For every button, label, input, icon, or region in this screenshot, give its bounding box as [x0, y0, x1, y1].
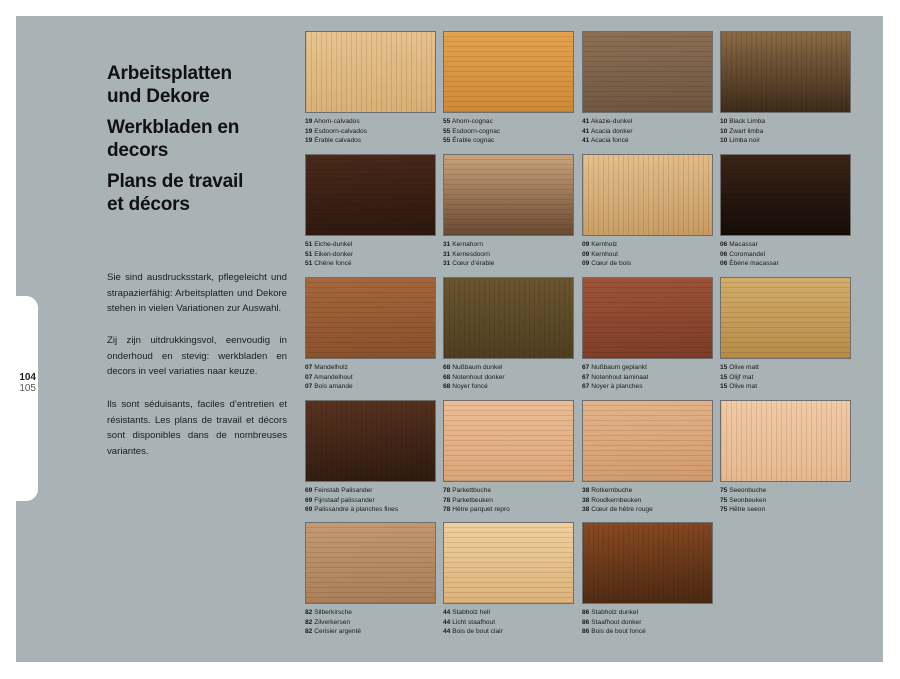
decor-tile[interactable] — [582, 31, 713, 146]
decor-name-row — [305, 250, 436, 260]
decor-code: 38 — [582, 487, 590, 494]
decor-name: Ahorn-cognac — [451, 118, 493, 125]
page-tab — [16, 296, 38, 501]
decor-name-row — [305, 496, 436, 506]
decor-tile[interactable] — [305, 154, 436, 269]
decor-name: Olijf mat — [729, 373, 754, 381]
decor-code: 07 — [305, 373, 313, 381]
decor-name-row — [582, 496, 713, 506]
decor-code: 51 — [305, 260, 313, 268]
decor-name-row — [582, 117, 713, 127]
decor-tile[interactable] — [582, 522, 713, 637]
decor-code: 82 — [305, 628, 313, 636]
decor-tile[interactable] — [582, 400, 713, 515]
decor-code: 06 — [720, 241, 728, 248]
decor-name-row — [305, 259, 436, 269]
decor-name-row — [720, 127, 851, 137]
decor-name-row — [582, 363, 713, 373]
decor-name-row — [582, 382, 713, 392]
decor-tile[interactable] — [443, 277, 574, 392]
decor-name-row — [443, 250, 574, 260]
decor-caption — [305, 608, 436, 637]
heading-line: Plans de travail — [107, 171, 244, 192]
decor-name: Stabholz dunkel — [591, 609, 639, 616]
decor-name: Mandelholz — [314, 364, 348, 371]
decor-name: Cœur de hêtre rouge — [591, 506, 653, 514]
wood-swatch[interactable] — [305, 31, 436, 113]
decor-name: Bois amande — [314, 383, 353, 391]
decor-name-row — [305, 117, 436, 127]
decor-code: 44 — [443, 628, 451, 636]
wood-swatch[interactable] — [443, 400, 574, 482]
decor-code: 09 — [582, 250, 590, 258]
decor-code: 19 — [305, 127, 313, 135]
decor-name-row — [305, 240, 436, 250]
decor-code: 82 — [305, 609, 313, 616]
decor-caption — [582, 486, 713, 515]
decor-name-row — [443, 117, 574, 127]
decor-name: Macassar — [729, 241, 758, 248]
decor-name: Kernholz — [591, 241, 618, 248]
intro-text-german: Sie sind ausdrucksstark, pflegeleicht und strapazierfähig: Arbeitsplatten und Dekore stehen in vielen Variationen zur Auswahl. — [107, 272, 287, 314]
decor-name: Esdoorn-cognac — [452, 127, 501, 135]
decor-code: 15 — [720, 373, 728, 381]
decor-name: Parketbeuken — [452, 496, 493, 504]
decor-code: 09 — [582, 260, 590, 268]
decor-code: 09 — [582, 241, 590, 248]
decor-code: 07 — [305, 364, 313, 371]
decor-name: Cœur de bois — [591, 260, 632, 268]
decor-caption — [305, 486, 436, 515]
decor-name: Noyer à planches — [591, 383, 643, 391]
decor-code: 78 — [443, 487, 451, 494]
decor-name-row — [720, 240, 851, 250]
decor-code: 86 — [582, 618, 590, 626]
decor-name: Stabholz hell — [452, 609, 490, 616]
decor-name-row — [305, 608, 436, 618]
decor-name: Kernhout — [591, 250, 618, 258]
heading-line: und Dekore — [107, 86, 210, 107]
decor-name: Hêtre seeon — [729, 506, 766, 514]
decor-code: 07 — [305, 383, 313, 391]
decor-name-row — [305, 363, 436, 373]
decor-name-row — [582, 627, 713, 637]
decor-tile[interactable] — [443, 154, 574, 269]
decor-caption — [720, 117, 851, 146]
decor-name-row — [443, 259, 574, 269]
decor-caption — [443, 240, 574, 269]
title-block — [107, 62, 287, 224]
decor-name-row — [720, 382, 851, 392]
wood-swatch[interactable] — [720, 400, 851, 482]
wood-swatch[interactable] — [443, 154, 574, 236]
intro-text-french: Ils sont séduisants, faciles d’entretien et résistants. Les plans de travail et décors sont disponibles dans de nombreuses variantes. — [107, 399, 287, 457]
decor-code: 68 — [443, 364, 451, 371]
decor-code: 41 — [582, 118, 590, 125]
decor-tile[interactable] — [305, 400, 436, 515]
decor-code: 82 — [305, 618, 313, 626]
decor-code: 55 — [443, 118, 451, 125]
decor-code: 31 — [443, 241, 451, 248]
decor-caption — [443, 117, 574, 146]
page-numbers — [16, 372, 36, 394]
decor-name-row — [305, 373, 436, 383]
decor-name-row — [720, 486, 851, 496]
decor-name-row — [305, 127, 436, 137]
decor-name: Kernesdoorn — [452, 250, 490, 258]
heading-line: et décors — [107, 194, 190, 215]
decor-name: Cerisier argenté — [314, 628, 362, 636]
decor-code: 75 — [720, 487, 728, 494]
decor-code: 69 — [305, 496, 313, 504]
decor-caption — [443, 486, 574, 515]
decor-code: 44 — [443, 609, 451, 616]
decor-tile[interactable] — [305, 522, 436, 637]
decor-name: Bois de bout foncé — [591, 628, 646, 636]
heading-line: decors — [107, 140, 169, 161]
heading-german — [107, 62, 287, 108]
decor-code: 67 — [582, 373, 590, 381]
decor-code: 67 — [582, 364, 590, 371]
decor-name: Eiche-dunkel — [314, 241, 353, 248]
decor-name-row — [443, 486, 574, 496]
decor-name: Fijnstaaf palissander — [314, 496, 375, 504]
decor-name-row — [305, 136, 436, 146]
wood-swatch[interactable] — [443, 277, 574, 359]
decor-name: Kernahorn — [452, 241, 483, 248]
decor-name-row — [443, 627, 574, 637]
decor-name-row — [582, 240, 713, 250]
decor-name-row — [720, 496, 851, 506]
decor-name-row — [305, 627, 436, 637]
decor-name: Roodkernbeuken — [591, 496, 642, 504]
heading-line: Werkbladen en — [107, 117, 240, 138]
decor-name: Akazie-dunkel — [590, 118, 633, 125]
wood-swatch[interactable] — [305, 400, 436, 482]
decor-name: Noyer foncé — [452, 383, 488, 391]
decor-name: Palissandre à planches fines — [314, 506, 399, 514]
decor-code: 31 — [443, 260, 451, 268]
decor-caption — [443, 363, 574, 392]
decor-code: 68 — [443, 383, 451, 391]
decor-code: 51 — [305, 241, 313, 248]
decor-name: Olive matt — [729, 364, 759, 371]
decor-caption — [720, 240, 851, 269]
facing-page-number: 105 — [19, 383, 36, 394]
wood-swatch[interactable] — [305, 522, 436, 604]
decor-tile[interactable] — [443, 31, 574, 146]
decor-name-row — [305, 382, 436, 392]
decor-caption — [305, 240, 436, 269]
decor-code: 38 — [582, 496, 590, 504]
decor-name: Chêne foncé — [314, 260, 352, 268]
decor-name: Licht staafhout — [452, 618, 496, 626]
decor-name-row — [720, 136, 851, 146]
decor-name: Bois de bout clair — [452, 628, 503, 636]
wood-swatch[interactable] — [582, 277, 713, 359]
decor-name-row — [443, 505, 574, 515]
decor-code: 78 — [443, 506, 451, 514]
intro-text-dutch: Zij zijn uitdrukkingsvol, eenvoudig in onderhoud en stevig: werkbladen en decors in veel variaties naar keuze. — [107, 335, 287, 377]
decor-name-row — [443, 373, 574, 383]
decor-name-row — [305, 618, 436, 628]
decor-name-row — [443, 608, 574, 618]
decor-name-row — [443, 136, 574, 146]
current-page-number: 104 — [19, 372, 36, 383]
wood-swatch[interactable] — [582, 154, 713, 236]
decor-name: Hêtre parquet repro — [452, 506, 510, 514]
decor-code: 86 — [582, 628, 590, 636]
decor-name: Eiken-donker — [314, 250, 354, 258]
decor-tile[interactable] — [720, 400, 851, 515]
decor-code: 15 — [720, 364, 728, 371]
decor-code: 69 — [305, 506, 313, 514]
decor-name: Parkettbuche — [452, 487, 492, 494]
decor-tile[interactable] — [305, 31, 436, 146]
decor-name: Ébène macassar — [729, 260, 779, 268]
decor-tile[interactable] — [582, 154, 713, 269]
decor-name: Feinstab Palisander — [314, 487, 373, 494]
decor-name: Staafhout donker — [591, 618, 642, 626]
decor-name: Notenhout laminaat — [591, 373, 649, 381]
decor-code: 68 — [443, 373, 451, 381]
decor-name-row — [720, 505, 851, 515]
wood-swatch[interactable] — [720, 277, 851, 359]
wood-swatch[interactable] — [582, 522, 713, 604]
decor-name-row — [443, 618, 574, 628]
decor-code: 55 — [443, 137, 451, 145]
decor-name: Ahorn-calvados — [313, 118, 360, 125]
decor-name: Seeonbuche — [729, 487, 767, 494]
decor-name: Érable cognac — [452, 137, 495, 145]
decor-name: Esdoorn-calvados — [314, 127, 367, 135]
decor-name: Rotkernbuche — [591, 487, 633, 494]
decor-code: 75 — [720, 506, 728, 514]
decor-caption — [305, 117, 436, 146]
decor-code: 41 — [582, 127, 590, 135]
decor-caption — [305, 363, 436, 392]
decor-name: Nußbaum dunkel — [452, 364, 503, 371]
decor-name: Olive mat — [729, 383, 758, 391]
decor-code: 41 — [582, 137, 590, 145]
decor-tile[interactable] — [720, 31, 851, 146]
decor-name-row — [582, 136, 713, 146]
decor-tile[interactable] — [443, 400, 574, 515]
decor-name: Érable calvados — [314, 137, 362, 145]
decor-name-row — [443, 240, 574, 250]
decor-name: Black Limba — [729, 118, 766, 125]
decor-name: Notenhout donker — [452, 373, 505, 381]
decor-caption — [582, 608, 713, 637]
decor-code: 51 — [305, 250, 313, 258]
decor-name-row — [720, 250, 851, 260]
wood-swatch[interactable] — [305, 154, 436, 236]
decor-name-row — [720, 117, 851, 127]
decor-code: 19 — [305, 118, 313, 125]
decor-tile[interactable] — [720, 277, 851, 392]
decor-caption — [720, 363, 851, 392]
heading-line: Arbeitsplatten — [107, 63, 232, 84]
decor-code: 78 — [443, 496, 451, 504]
wood-swatch[interactable] — [305, 277, 436, 359]
decor-name: Zwart limba — [729, 127, 764, 135]
decor-code: 10 — [720, 137, 728, 145]
decor-name: Amandelhout — [313, 373, 353, 381]
decor-tile[interactable] — [582, 277, 713, 392]
decor-name: Seonbeuken — [729, 496, 767, 504]
decor-caption — [582, 117, 713, 146]
decor-code: 44 — [443, 618, 451, 626]
wood-swatch[interactable] — [720, 154, 851, 236]
decor-name-row — [582, 486, 713, 496]
wood-swatch[interactable] — [582, 31, 713, 113]
decor-code: 10 — [720, 127, 728, 135]
decor-tile[interactable] — [443, 522, 574, 637]
decor-name: Acacia foncé — [590, 137, 629, 145]
heading-french — [107, 170, 287, 216]
decor-name-row — [443, 127, 574, 137]
decor-name-row — [720, 363, 851, 373]
decor-name-row — [443, 382, 574, 392]
decor-name: Coromandel — [729, 250, 766, 258]
decor-code: 67 — [582, 383, 590, 391]
decor-code: 06 — [720, 260, 728, 268]
decor-tile[interactable] — [720, 154, 851, 269]
decor-name-row — [305, 505, 436, 515]
decor-code: 75 — [720, 496, 728, 504]
wood-swatch[interactable] — [582, 400, 713, 482]
decor-name: Nußbaum geplankt — [591, 364, 647, 371]
decor-code: 19 — [305, 137, 313, 145]
decor-name-row — [720, 259, 851, 269]
decor-code: 31 — [443, 250, 451, 258]
decor-code: 86 — [582, 609, 590, 616]
decor-tile[interactable] — [305, 277, 436, 392]
decor-code: 10 — [720, 118, 728, 125]
decor-name-row — [582, 127, 713, 137]
wood-swatch[interactable] — [443, 522, 574, 604]
decor-name: Zilverkersen — [314, 618, 351, 626]
decor-code: 15 — [720, 383, 728, 391]
decor-code: 38 — [582, 506, 590, 514]
decor-name-row — [720, 373, 851, 383]
decor-name-row — [582, 259, 713, 269]
decor-name-row — [582, 608, 713, 618]
wood-swatch[interactable] — [720, 31, 851, 113]
decor-caption — [582, 240, 713, 269]
decor-caption — [720, 486, 851, 515]
heading-dutch — [107, 116, 287, 162]
decor-name-row — [582, 250, 713, 260]
decor-caption — [443, 608, 574, 637]
decor-code: 06 — [720, 250, 728, 258]
decor-name-row — [582, 505, 713, 515]
decor-code: 69 — [305, 487, 313, 494]
decor-name-row — [582, 618, 713, 628]
decor-name: Silberkirsche — [314, 609, 352, 616]
decor-name: Cœur d’érable — [452, 260, 495, 268]
decor-code: 55 — [443, 127, 451, 135]
decor-name: Limba noir — [729, 137, 760, 145]
decor-name-row — [443, 363, 574, 373]
decor-name-row — [443, 496, 574, 506]
decor-name: Acacia donker — [590, 127, 633, 135]
decor-caption — [582, 363, 713, 392]
decor-name-row — [305, 486, 436, 496]
wood-swatch[interactable] — [443, 31, 574, 113]
decor-name-row — [582, 373, 713, 383]
